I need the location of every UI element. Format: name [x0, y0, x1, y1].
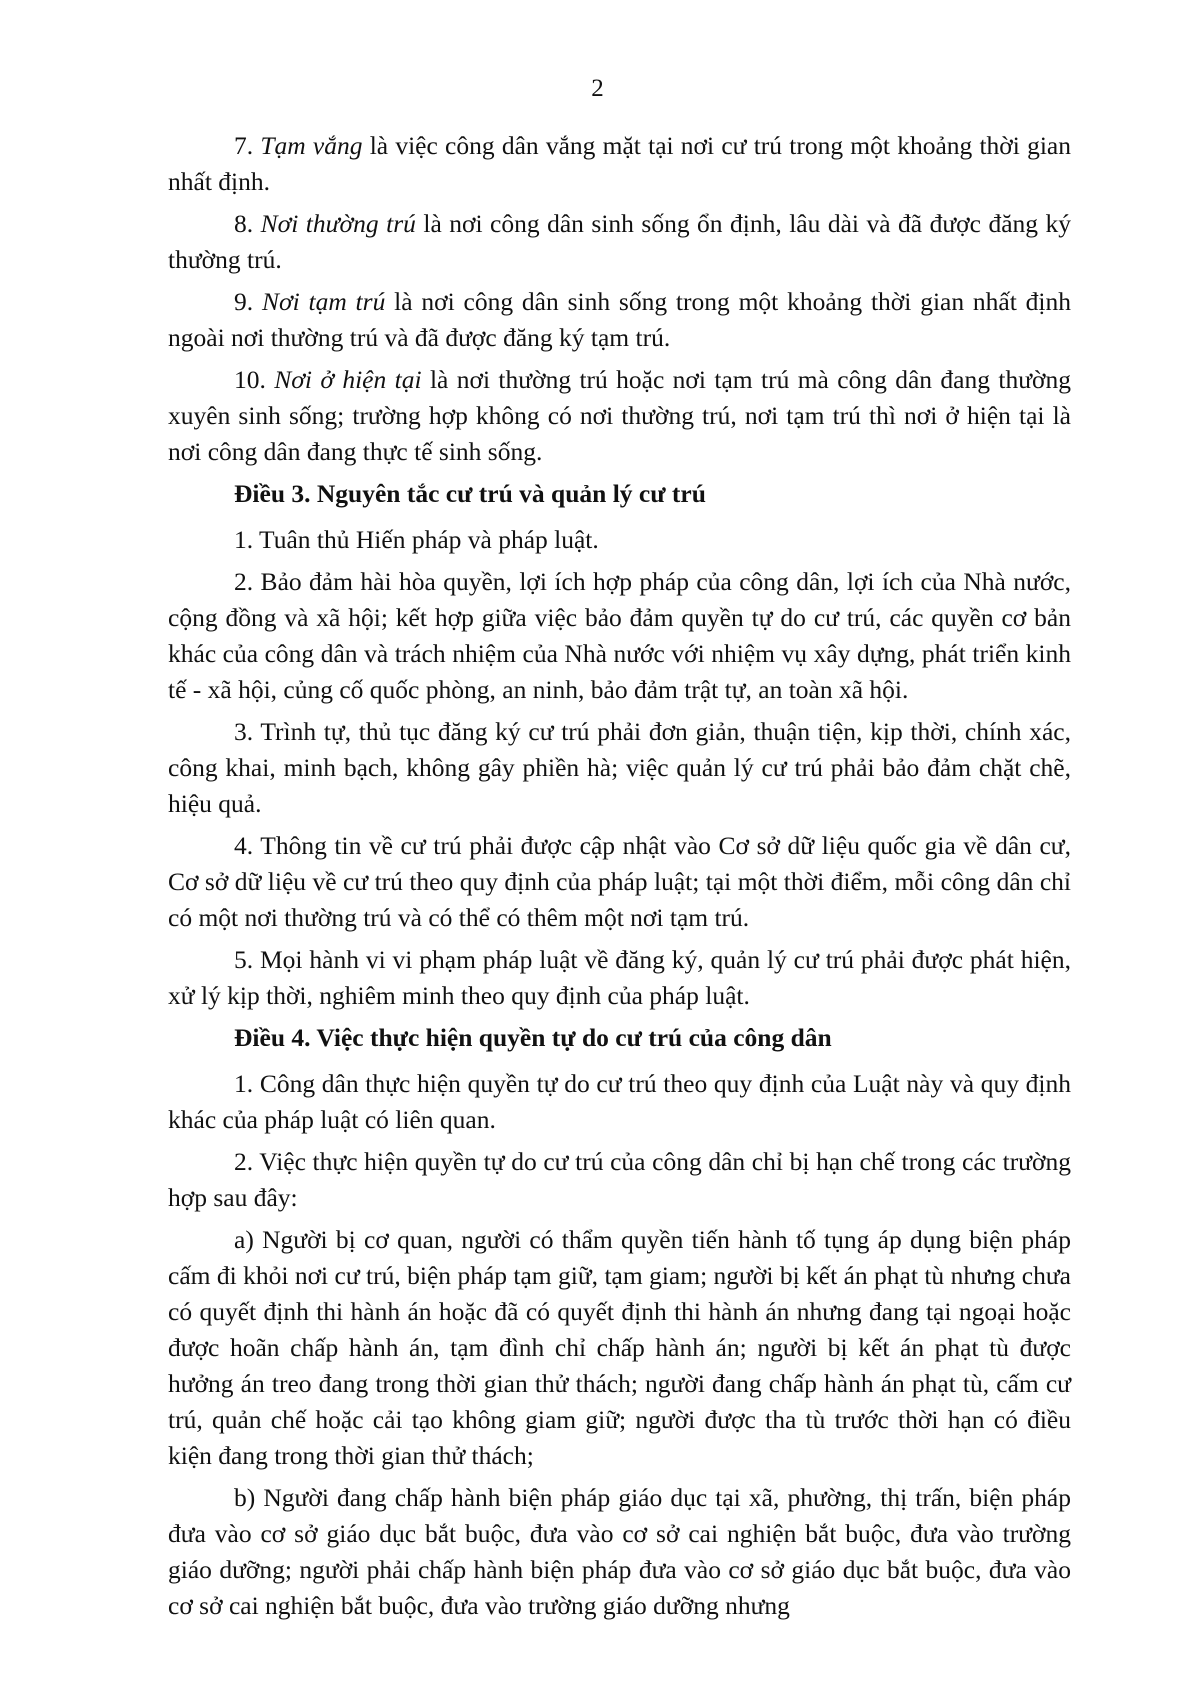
definition-paragraph-7 — [168, 128, 1071, 200]
clause-number: 7. — [234, 131, 261, 160]
article-3-item-3: 3. Trình tự, thủ tục đăng ký cư trú phải đơn giản, thuận tiện, kịp thời, chính xác, công khai, minh bạch, không gây phiền hà; việc quản lý cư trú phải bảo đảm chặt chẽ, hiệu quả. — [168, 717, 1071, 818]
article-3-item-4: 4. Thông tin về cư trú phải được cập nhật vào Cơ sở dữ liệu quốc gia về dân cư, Cơ sở dữ liệu về cư trú theo quy định của pháp luật; tại một thời điểm, mỗi công dân chỉ có một nơi thường trú và có thể có thêm một nơi tạm trú. — [168, 831, 1071, 932]
definition-paragraph-9 — [168, 284, 1071, 356]
article-4-heading: Điều 4. Việc thực hiện quyền tự do cư trú của công dân — [234, 1023, 832, 1052]
clause-number: 10. — [234, 365, 275, 394]
article-3-item-2: 2. Bảo đảm hài hòa quyền, lợi ích hợp pháp của công dân, lợi ích của Nhà nước, cộng đồng và xã hội; kết hợp giữa việc bảo đảm quyền tự do cư trú, các quyền cơ bản khác của công dân và trách nhiệm của Nhà nước với nhiệm vụ xây dựng, phát triển kinh tế - xã hội, củng cố quốc phòng, an ninh, bảo đảm trật tự, an toàn xã hội. — [168, 567, 1071, 704]
article-3-item-1: 1. Tuân thủ Hiến pháp và pháp luật. — [234, 525, 599, 554]
article-3-item-5: 5. Mọi hành vi vi phạm pháp luật về đăng ký, quản lý cư trú phải được phát hiện, xử lý kịp thời, nghiêm minh theo quy định của pháp luật. — [168, 945, 1071, 1010]
page-number: 2 — [591, 75, 604, 102]
definition-paragraph-8 — [168, 206, 1071, 278]
definition-text: là nơi thường trú hoặc nơi tạm trú mà công dân đang thường xuyên sinh sống; trường hợp không có nơi thường trú, nơi tạm trú thì nơi ở hiện tại là nơi công dân đang thực tế sinh sống. — [168, 365, 1072, 466]
article-4-item-2: 2. Việc thực hiện quyền tự do cư trú của công dân chỉ bị hạn chế trong các trường hợp sau đây: — [168, 1147, 1071, 1212]
definition-text: là việc công dân vắng mặt tại nơi cư trú trong một khoảng thời gian nhất định. — [168, 131, 1072, 196]
definition-paragraph-10 — [168, 362, 1071, 470]
document-body — [168, 128, 1071, 1630]
article-3-heading: Điều 3. Nguyên tắc cư trú và quản lý cư trú — [234, 479, 706, 508]
definition-text: là nơi công dân sinh sống trong một khoảng thời gian nhất định ngoài nơi thường trú và đã được đăng ký tạm trú. — [168, 287, 1071, 352]
clause-number: 9. — [234, 287, 262, 316]
article-4-item-2a: a) Người bị cơ quan, người có thẩm quyền tiến hành tố tụng áp dụng biện pháp cấm đi khỏi nơi cư trú, biện pháp tạm giữ, tạm giam; người bị kết án phạt tù nhưng chưa có quyết định thi hành án hoặc đã có quyết định thi hành án nhưng đang tại ngoại hoặc được hoãn chấp hành án, tạm đình chỉ chấp hành án; người bị kết án phạt tù được hưởng án treo đang trong thời gian thử thách; người đang chấp hành án phạt tù, cấm cư trú, quản chế hoặc cải tạo không giam giữ; người được tha tù trước thời hạn có điều kiện đang trong thời gian thử thách; — [168, 1225, 1071, 1470]
definition-text: là nơi công dân sinh sống ổn định, lâu dài và đã được đăng ký thường trú. — [168, 209, 1072, 274]
defined-term: Tạm vắng — [260, 131, 363, 160]
defined-term: Nơi thường trú — [260, 209, 416, 238]
defined-term: Nơi ở hiện tại — [274, 365, 422, 394]
defined-term: Nơi tạm trú — [261, 287, 386, 316]
clause-number: 8. — [234, 209, 261, 238]
article-4-item-1: 1. Công dân thực hiện quyền tự do cư trú theo quy định của Luật này và quy định khác của pháp luật có liên quan. — [168, 1069, 1071, 1134]
article-4-item-2b: b) Người đang chấp hành biện pháp giáo dục tại xã, phường, thị trấn, biện pháp đưa vào cơ sở giáo dục bắt buộc, đưa vào cơ sở cai nghiện bắt buộc, đưa vào trường giáo dưỡng; người phải chấp hành biện pháp đưa vào cơ sở giáo dục bắt buộc, đưa vào cơ sở cai nghiện bắt buộc, đưa vào trường giáo dưỡng nhưng — [168, 1483, 1071, 1620]
